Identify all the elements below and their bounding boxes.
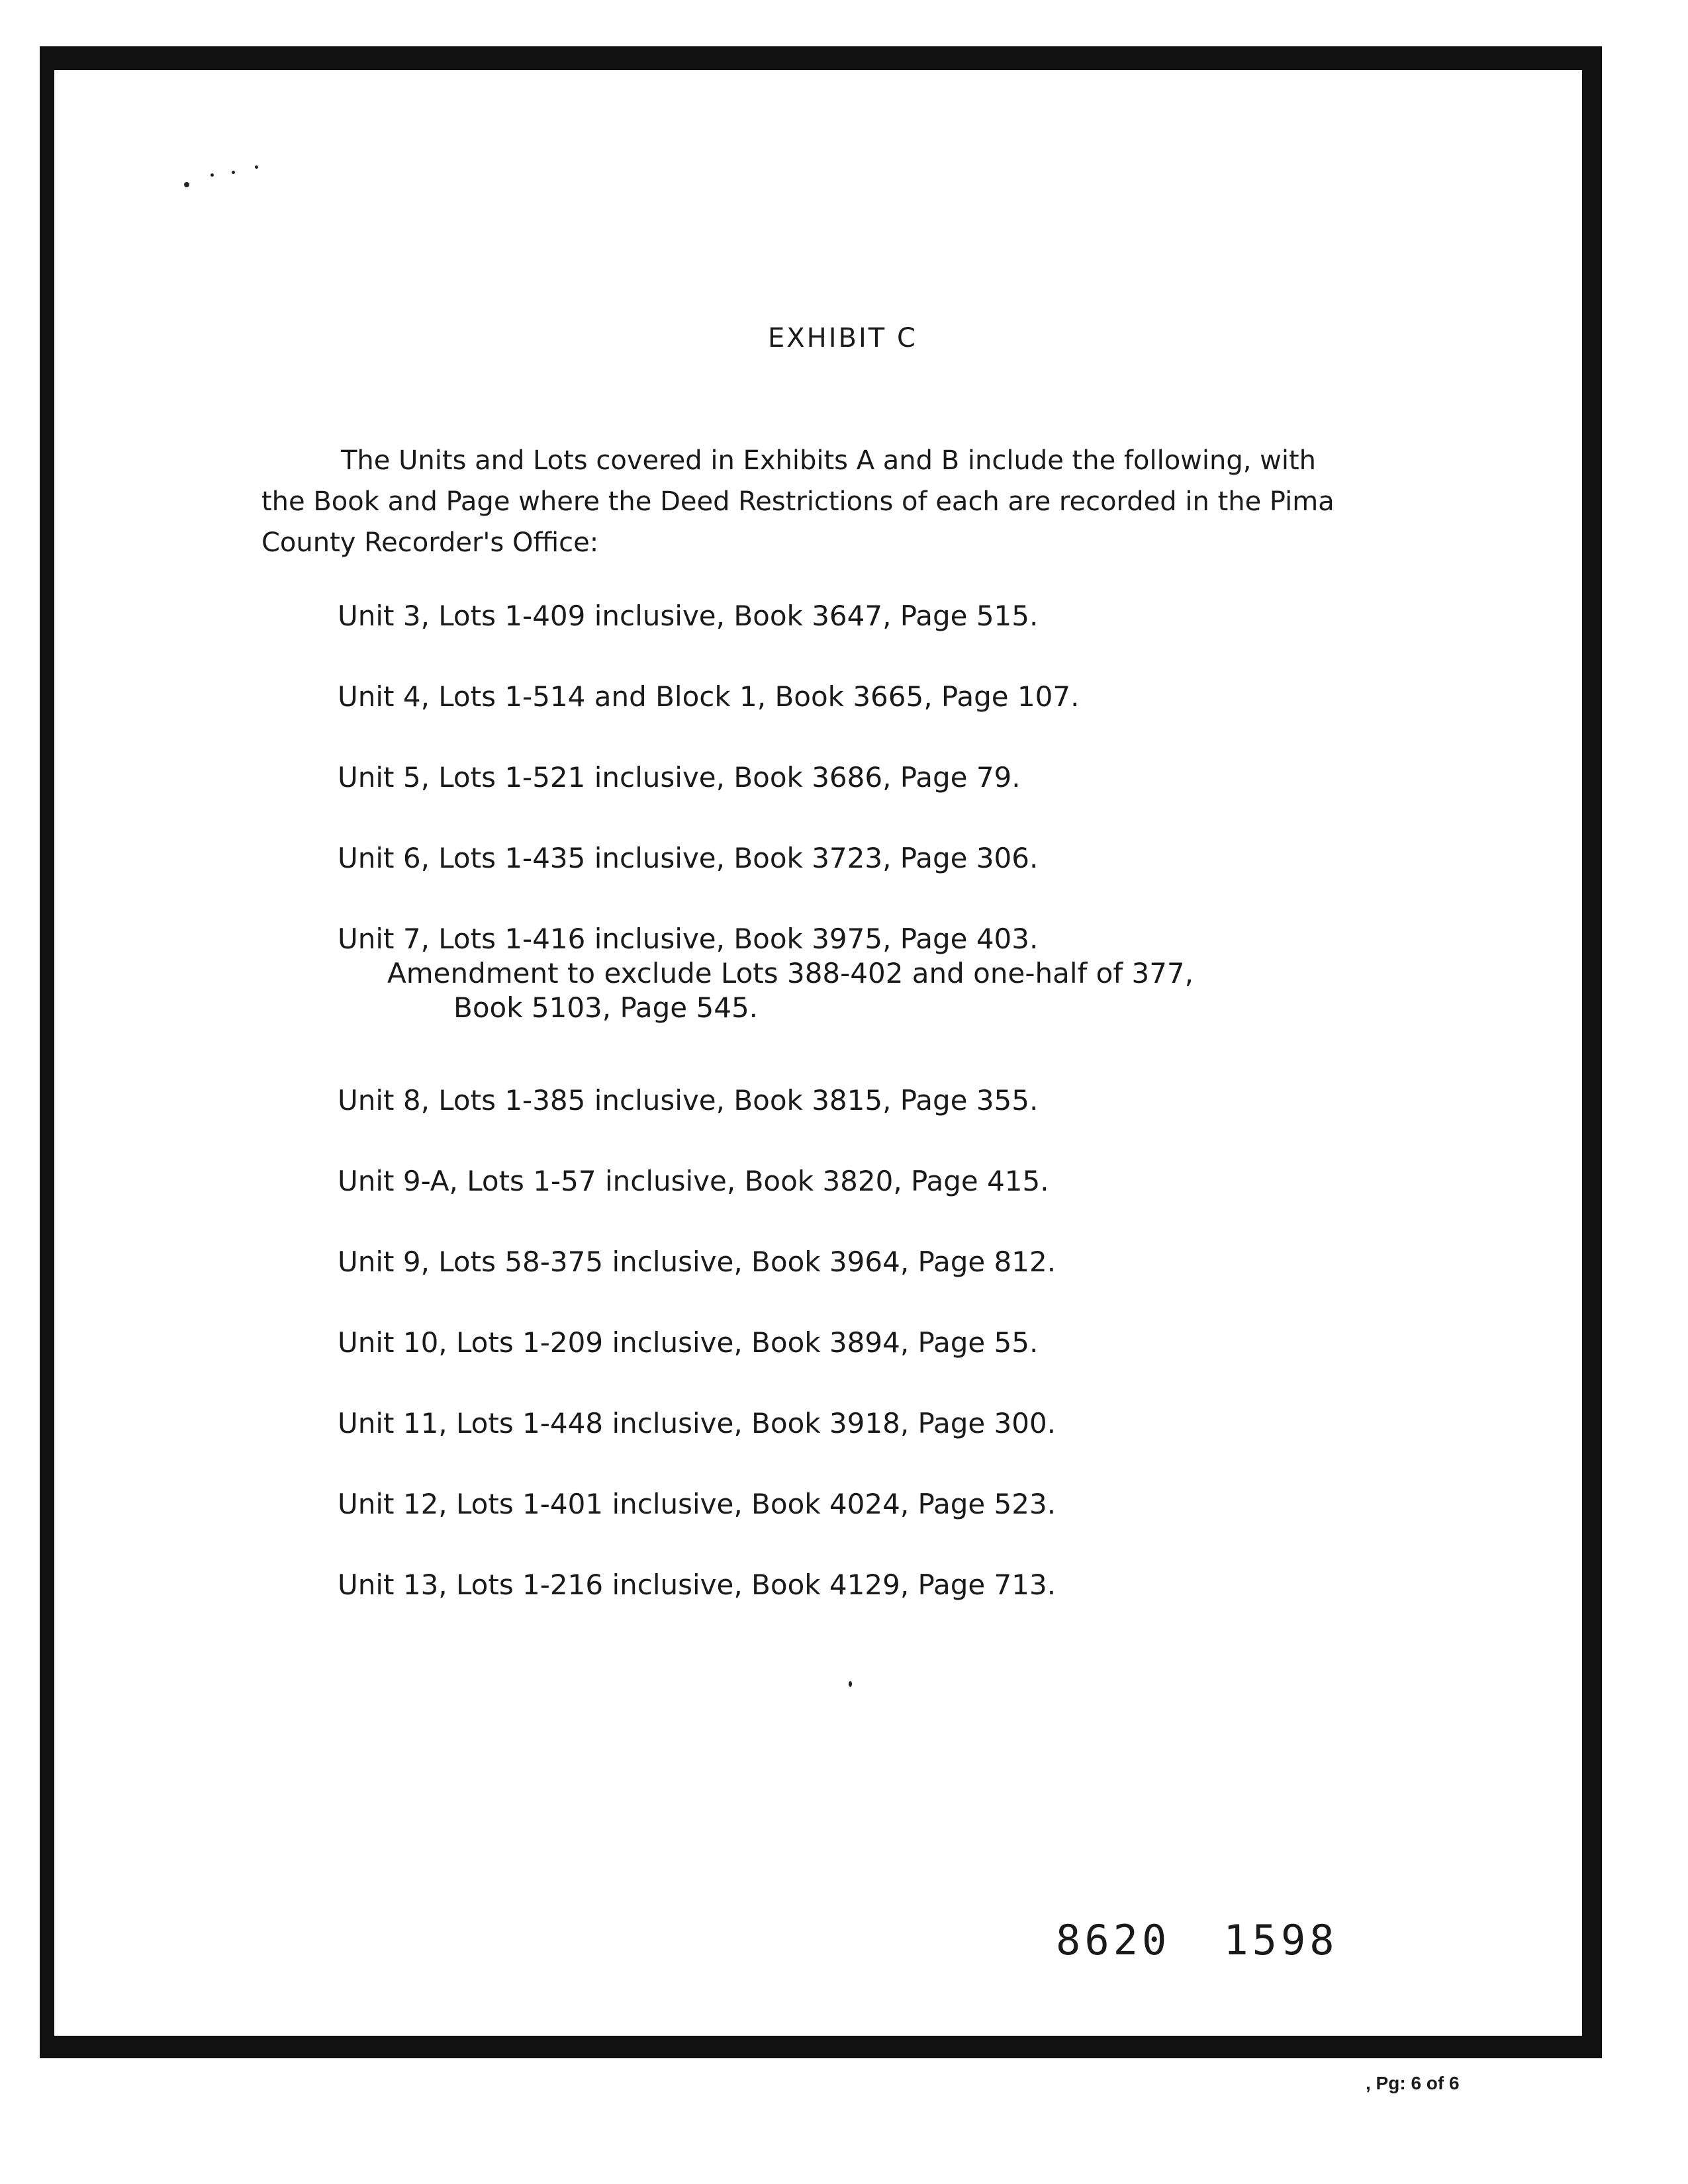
list-item: Unit 5, Lots 1-521 inclusive, Book 3686, Page 79.: [338, 761, 1021, 794]
exhibit-title: EXHIBIT C: [768, 323, 917, 353]
list-item: Unit 9, Lots 58-375 inclusive, Book 3964, Page 812.: [338, 1246, 1056, 1278]
scan-speck: [211, 173, 214, 177]
scan-speck: [232, 171, 235, 174]
recording-book-page: [1056, 1916, 1338, 1964]
list-item: Unit 3, Lots 1-409 inclusive, Book 3647, Page 515.: [338, 600, 1039, 632]
list-item: Unit 4, Lots 1-514 and Block 1, Book 3665, Page 107.: [338, 680, 1080, 713]
book-number: 8620: [1056, 1916, 1171, 1964]
deed-restriction-list: [338, 599, 1397, 1649]
list-item: Unit 8, Lots 1-385 inclusive, Book 3815, Page 355.: [338, 1084, 1039, 1116]
amendment-reference: Book 5103, Page 545.: [453, 991, 759, 1024]
list-item: Unit 6, Lots 1-435 inclusive, Book 3723, Page 306.: [338, 842, 1039, 874]
amendment-text: Amendment to exclude Lots 388-402 and one-half of 377,: [387, 957, 1194, 989]
page-indicator: , Pg: 6 of 6: [1360, 2071, 1465, 2095]
scan-speck: [849, 1681, 852, 1687]
list-item-text: Unit 7, Lots 1-416 inclusive, Book 3975, Page 403.: [338, 923, 1039, 955]
list-item: [338, 922, 1397, 1083]
list-item: Unit 10, Lots 1-209 inclusive, Book 3894, Page 55.: [338, 1326, 1039, 1359]
scan-speck: [255, 165, 258, 169]
list-item: Unit 9-A, Lots 1-57 inclusive, Book 3820, Page 415.: [338, 1165, 1049, 1197]
page-number: 1598: [1223, 1916, 1338, 1964]
scan-speck: [184, 182, 189, 187]
intro-paragraph: The Units and Lots covered in Exhibits A and B include the following, with the Book and Page where the Deed Restrictions of each are recorded in the Pima County Recorder's Office:: [261, 445, 1335, 558]
list-item: Unit 13, Lots 1-216 inclusive, Book 4129, Page 713.: [338, 1569, 1056, 1601]
list-item: Unit 12, Lots 1-401 inclusive, Book 4024, Page 523.: [338, 1488, 1056, 1520]
list-item: Unit 11, Lots 1-448 inclusive, Book 3918, Page 300.: [338, 1407, 1056, 1439]
